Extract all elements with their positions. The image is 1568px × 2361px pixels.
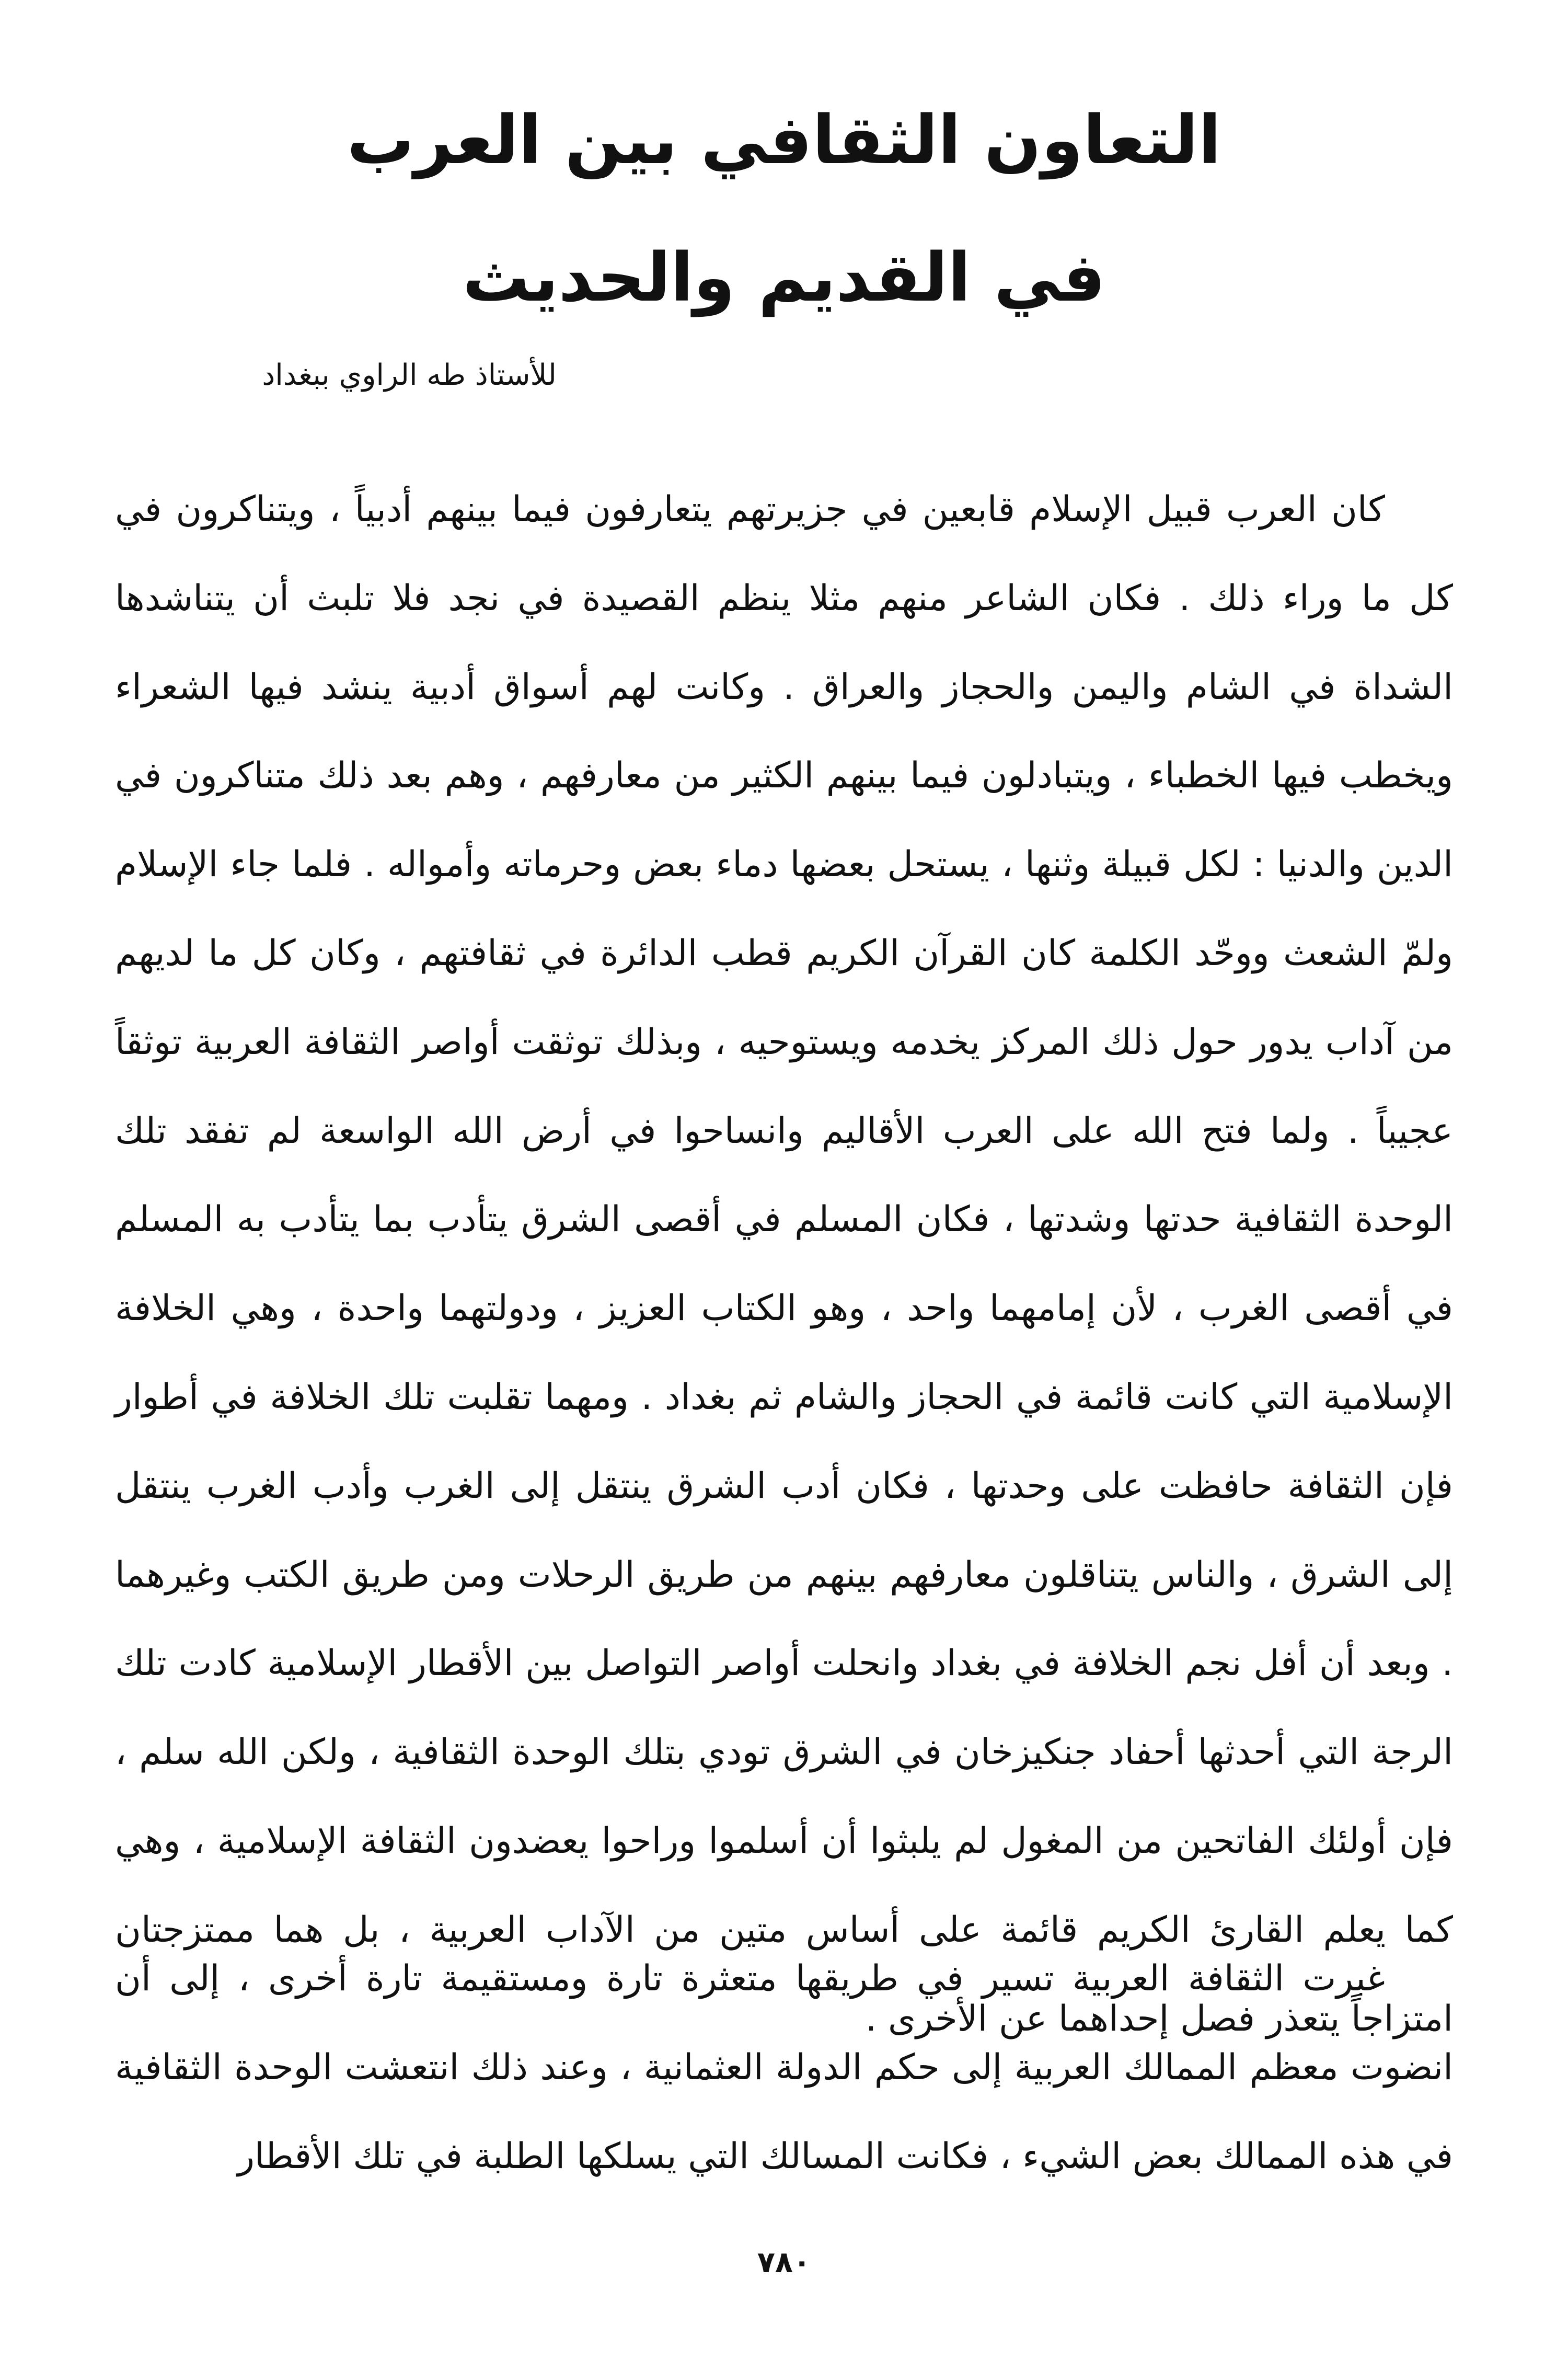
body-paragraph-1: كان العرب قبيل الإسلام قابعين في جزيرتهم يتعارفون فيما بينهم أدبياً ، ويتناكرون في كل ما وراء ذلك . فكان الشاعر منهم مثلا ينظم القصيدة في نجد فلا تلبث أن يتناشدها الشداة في الشام واليمن والحجاز والعراق . وكانت لهم أسواق أدبية ينشد فيها الشعراء ويخطب فيها الخطباء ، ويتبادلون فيما بينهم الكثير من معارفهم ، وهم بعد ذلك متناكرون في الدين والدنيا : لكل قبيلة وثنها ، يستحل بعضها دماء بعض وحرماته وأمواله . فلما جاء الإسلام ولمّ الشعث ووحّد الكلمة كان القرآن الكريم قطب الدائرة في ثقافتهم ، وكان كل ما لديهم من آداب يدور حول ذلك المركز يخدمه ويستوحيه ، وبذلك توثقت أواصر الثقافة العربية توثقاً عجيباً . ولما فتح الله على العرب الأقاليم وانساحوا في أرض الله الواسعة لم تفقد تلك الوحدة الثقافية حدتها وشدتها ، فكان المسلم في أقصى الشرق يتأدب بما يتأدب به المسلم في أقصى الغرب ، لأن إمامهما واحد ، وهو الكتاب العزيز ، ودولتهما واحدة ، وهي الخلافة الإسلامية التي كانت قائمة في الحجاز والشام ثم بغداد . ومهما تقلبت تلك الخلافة في أطوار فإن الثقافة حافظت على وحدتها ، فكان أدب الشرق ينتقل إلى الغرب وأدب الغرب ينتقل إلى الشرق ، والناس يتناقلون معارفهم بينهم من طريق الرحلات ومن طريق الكتب وغيرهما . وبعد أن أفل نجم الخلافة في بغداد وانحلت أواصر التواصل بين الأقطار الإسلامية كادت تلك الرجة التي أحدثها أحفاد جنكيزخان في الشرق تودي بتلك الوحدة الثقافية ، ولكن الله سلم ، فإن أولئك الفاتحين من المغول لم يلبثوا أن أسلموا وراحوا يعضدون الثقافة الإسلامية ، وهي كما يعلم القارئ الكريم قائمة على أساس متين من الآداب العربية ، بل هما ممتزجتان امتزاجاً يتعذر فصل إحداهما عن الأخرى . [115, 489, 1453, 2039]
body-paragraph-2: غبرت الثقافة العربية تسير في طريقها متعثرة تارة ومستقيمة تارة أخرى ، إلى أن انضوت معظم الممالك العربية إلى حكم الدولة العثمانية ، وعند ذلك انتعشت الوحدة الثقافية في هذه الممالك بعض الشيء ، فكانت المسالك التي يسلكها الطلبة في تلك الأقطار [115, 1958, 1453, 2177]
author-byline: للأستاذ طه الراوي ببغداد [262, 358, 557, 392]
article-title-line-2: في القديم والحديث [462, 239, 1106, 317]
page-number: ٧٨٠ [757, 2245, 811, 2279]
article-title-line-1: التعاون الثقافي بين العرب [347, 101, 1221, 179]
